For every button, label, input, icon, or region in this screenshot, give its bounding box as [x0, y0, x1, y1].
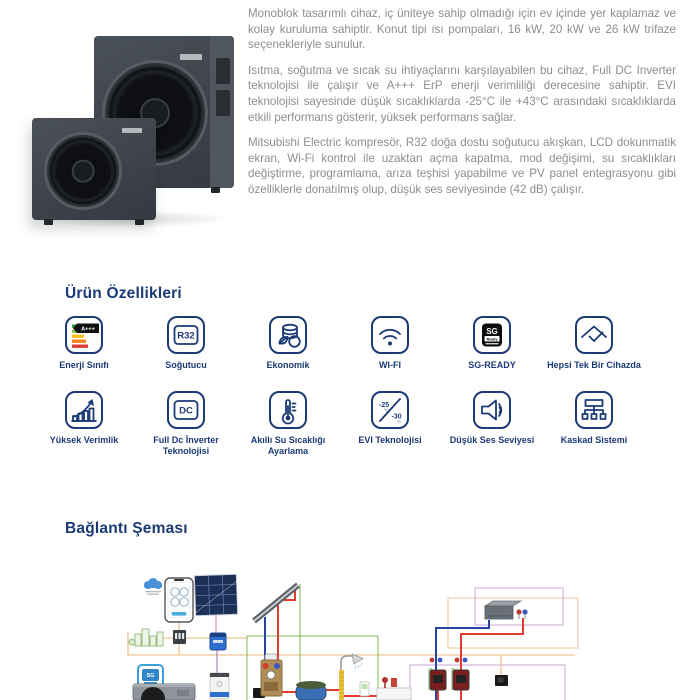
- battery: [210, 673, 229, 699]
- pv-panel: [194, 574, 237, 615]
- feature-cascade-system: [543, 390, 645, 457]
- svg-text:A+++: A+++: [81, 326, 95, 333]
- feature-label: Ekonomik: [266, 360, 310, 370]
- feature-high-efficiency: [33, 390, 135, 457]
- svg-text:DC: DC: [179, 405, 193, 417]
- feature-label: WI-FI: [379, 360, 401, 370]
- svg-text:SG: SG: [486, 327, 498, 336]
- product-photo: [30, 22, 240, 230]
- all-in-one-icon: [574, 315, 614, 355]
- feature-label: Yüksek Verimlik: [49, 435, 119, 445]
- flexible-pipe: [339, 670, 344, 700]
- low-noise-icon: [472, 390, 512, 430]
- svg-text:-30: -30: [391, 413, 402, 421]
- evi-technology-icon: [370, 390, 410, 430]
- intro-paragraph-3: Mitsubishi Electric kompresör, R32 doğa dostu soğutucu akışkan, LCD dokunmatik ekran, Wi-Fi kontrol ile uzaktan açma kapatma, mod değişimi, su sıcaklıkları değiştirme, programlama, arıza teşhisi yapabilme ve PV panel entegrasyonu gibi özelliklerle donatılmış olup, düşük ses seviyesinde (42 dB) çalışır.: [248, 136, 676, 196]
- feature-energy-class: [33, 315, 135, 371]
- intro-text: [248, 6, 676, 208]
- cloud-app: [144, 578, 162, 595]
- feature-wifi: [339, 315, 441, 371]
- feature-low-noise: [441, 390, 543, 457]
- features-title: Ürün Özellikleri: [65, 284, 182, 302]
- buffer-tank: [296, 681, 326, 700]
- intro-paragraph-2: Isıtma, soğutma ve sıcak su ihtiyaçlarını karşılayabilen bu cihaz, Full DC Inverter teknolojisi ile çalışır ve A+++ ErP enerji verimliliği derecesine sahiptir. EVI teknolojisi sayesinde düşük sıcaklıklarda -25°C ile +43°C arasındaki sıcaklıklarda etkili performans gösterir, yüksek performans sağlar.: [248, 63, 676, 124]
- feature-label: Akıllı Su Sıcaklığı Ayarlama: [250, 435, 326, 456]
- feature-evi-technology: [339, 390, 441, 457]
- circuit-breaker: [173, 630, 186, 644]
- heat-pump: [133, 684, 195, 700]
- vent-grille: [216, 90, 230, 116]
- feature-label: Soğutucu: [165, 360, 207, 370]
- city-skyline: [129, 629, 163, 646]
- cascade-system-icon: [574, 390, 614, 430]
- circulation-pump: [428, 658, 469, 690]
- feature-label: EVI Teknolojisi: [358, 435, 422, 445]
- unit-foot: [44, 219, 53, 225]
- feature-economic: [237, 315, 339, 371]
- shower: [341, 654, 363, 670]
- feature-smart-water-temp: [237, 390, 339, 457]
- diagram-title: Bağlantı Şeması: [65, 519, 188, 537]
- vent-grille: [216, 58, 230, 84]
- feature-label: Hepsi Tek Bir Cihazda: [547, 360, 641, 370]
- dhw-unit: [377, 677, 411, 700]
- feature-all-in-one: [543, 315, 645, 371]
- fan-coil-unit: [485, 601, 528, 619]
- feature-label: SG-READY: [468, 360, 516, 370]
- svg-text:°C: °C: [397, 420, 402, 424]
- high-efficiency-icon: [64, 390, 104, 430]
- svg-text:SG: SG: [146, 673, 155, 679]
- intro-paragraph-1: Monoblok tasarımlı cihaz, iç üniteye sahip olmadığı için ev içinde yer kaplamaz ve kolay kuruluma sahiptir. Konut tipi ısı pompaları, 16 kW, 20 kW ve 26 kW trifaze seçenekleriyle sunulur.: [248, 7, 676, 52]
- feature-refrigerant: [135, 315, 237, 371]
- svg-text:-25: -25: [379, 402, 390, 409]
- sg-ready-icon: [472, 315, 512, 355]
- features-row-1: [33, 315, 645, 371]
- feature-full-dc-inverter: [135, 390, 237, 457]
- fan-grille-small: [44, 132, 122, 210]
- controller: [360, 682, 369, 696]
- inverter: [210, 633, 226, 650]
- brand-badge: [180, 54, 202, 60]
- full-dc-inverter-icon: [166, 390, 206, 430]
- feature-sg-ready: [441, 315, 543, 371]
- wifi-icon: [370, 315, 410, 355]
- smartphone: [165, 578, 193, 622]
- features-row-2: [33, 390, 645, 457]
- solar-collector: [254, 585, 298, 621]
- connection-diagram: [115, 572, 585, 700]
- svg-text:Ready: Ready: [486, 337, 498, 342]
- refrigerant-icon: [166, 315, 206, 355]
- unit-foot: [211, 187, 220, 193]
- economic-icon: [268, 315, 308, 355]
- solar-pump-station: [261, 654, 282, 696]
- thermostat: [495, 675, 508, 686]
- feature-label: Full Dc İnverter Teknolojisi: [153, 435, 219, 456]
- feature-label: Kaskad Sistemi: [560, 435, 628, 445]
- heat-pump-small-unit: [32, 118, 156, 220]
- feature-label: Düşük Ses Seviyesi: [449, 435, 535, 445]
- energy-class-icon: [64, 315, 104, 355]
- smart-water-temp-icon: [268, 390, 308, 430]
- brand-badge: [122, 128, 142, 133]
- unit-foot: [135, 219, 144, 225]
- svg-text:R32: R32: [177, 330, 195, 342]
- feature-label: Enerji Sınıfı: [59, 360, 109, 370]
- svg-text:°C: °C: [384, 408, 389, 413]
